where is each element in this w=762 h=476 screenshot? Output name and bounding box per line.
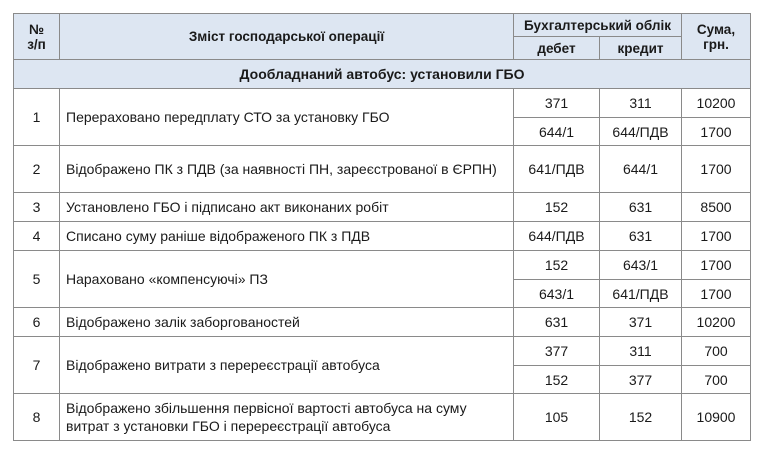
table-row: [14, 146, 751, 193]
credit-cell: 631: [600, 193, 682, 222]
table-row: [14, 394, 751, 441]
credit-cell: 643/1: [600, 251, 682, 280]
credit-cell: 311: [600, 337, 682, 366]
debit-cell: 643/1: [514, 280, 600, 308]
credit-cell: 152: [600, 394, 682, 441]
debit-cell: 641/ПДВ: [514, 146, 600, 193]
header-credit: кредит: [600, 37, 682, 60]
row-number: 7: [14, 337, 60, 394]
debit-cell: 105: [514, 394, 600, 441]
debit-cell: 371: [514, 89, 600, 118]
credit-cell: 641/ПДВ: [600, 280, 682, 308]
accounting-table: [13, 13, 751, 441]
section-row: [14, 60, 751, 89]
header-debit: дебет: [514, 37, 600, 60]
credit-cell: 371: [600, 308, 682, 337]
sum-cell: 700: [682, 366, 751, 394]
row-description: Відображено збільшення первісної вартості автобуса на суму витрат з установки ГБО і перереєстрації автобуса: [60, 394, 514, 441]
row-description: Відображено залік заборгованостей: [60, 308, 514, 337]
credit-cell: 644/ПДВ: [600, 118, 682, 146]
debit-cell: 152: [514, 193, 600, 222]
debit-cell: 377: [514, 337, 600, 366]
sum-cell: 1700: [682, 222, 751, 251]
sum-cell: 1700: [682, 118, 751, 146]
debit-cell: 152: [514, 366, 600, 394]
sum-cell: 1700: [682, 280, 751, 308]
header-num-line1: №: [28, 21, 45, 37]
row-number: 4: [14, 222, 60, 251]
row-description: Установлено ГБО і підписано акт виконаних робіт: [60, 193, 514, 222]
sum-cell: 1700: [682, 146, 751, 193]
header-num-line2: з/п: [27, 36, 46, 52]
row-number: 6: [14, 308, 60, 337]
row-description: Відображено ПК з ПДВ (за наявності ПН, зареєстрованої в ЄРПН): [60, 146, 514, 193]
sum-cell: 8500: [682, 193, 751, 222]
sum-cell: 10200: [682, 308, 751, 337]
sum-cell: 10200: [682, 89, 751, 118]
row-number: 3: [14, 193, 60, 222]
debit-cell: 631: [514, 308, 600, 337]
row-number: 8: [14, 394, 60, 441]
header-accounting: Бухгалтерський облік: [514, 14, 682, 37]
credit-cell: 631: [600, 222, 682, 251]
credit-cell: 377: [600, 366, 682, 394]
debit-cell: 152: [514, 251, 600, 280]
section-title: Дообладнаний автобус: установили ГБО: [14, 60, 751, 89]
debit-cell: 644/ПДВ: [514, 222, 600, 251]
table-row: [14, 222, 751, 251]
row-number: 2: [14, 146, 60, 193]
row-number: 1: [14, 89, 60, 146]
sum-cell: 1700: [682, 251, 751, 280]
sum-cell: 10900: [682, 394, 751, 441]
row-description: Перераховано передплату СТО за установку ГБО: [60, 89, 514, 146]
table-row: [14, 251, 751, 280]
header-sum: Сума, грн.: [682, 14, 751, 60]
credit-cell: 644/1: [600, 146, 682, 193]
debit-cell: 644/1: [514, 118, 600, 146]
sum-cell: 700: [682, 337, 751, 366]
row-description: Нараховано «компенсуючі» ПЗ: [60, 251, 514, 308]
row-description: Списано суму раніше відображеного ПК з ПДВ: [60, 222, 514, 251]
header-num: [14, 14, 60, 60]
credit-cell: 311: [600, 89, 682, 118]
row-number: 5: [14, 251, 60, 308]
table-row: [14, 89, 751, 118]
header-content: Зміст господарської операції: [60, 14, 514, 60]
table-row: [14, 193, 751, 222]
table-row: [14, 308, 751, 337]
row-description: Відображено витрати з перереєстрації автобуса: [60, 337, 514, 394]
table-row: [14, 337, 751, 366]
